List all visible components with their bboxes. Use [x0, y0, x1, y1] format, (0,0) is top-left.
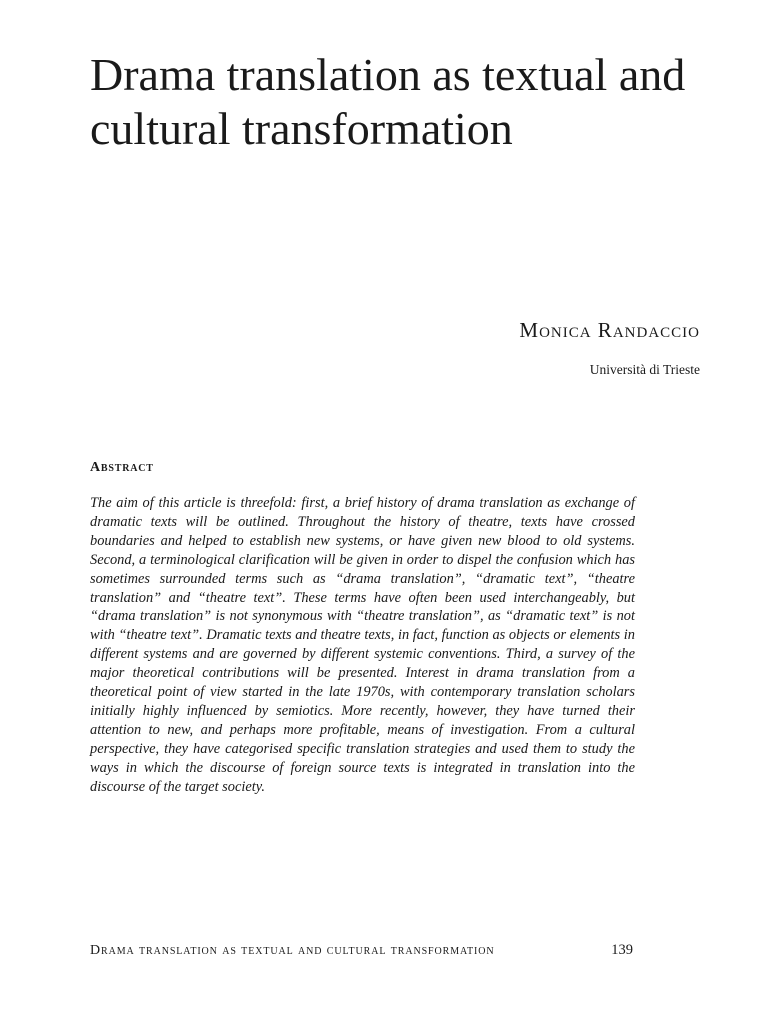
author-affiliation: Università di Trieste — [589, 362, 700, 377]
author-name: Monica Randaccio — [519, 318, 700, 342]
abstract-heading: Abstract — [90, 460, 154, 475]
page-footer — [90, 942, 633, 959]
abstract-text: The aim of this article is threefold: first, a brief history of drama translation as exchange of dramatic texts will be outlined. Throughout the history of theatre, texts have crossed boundaries and helped to establish new systems, or have given new blood to old systems. Second, a terminological clarification will be given in order to dispel the confusion which has sometimes surrounded terms such as “drama translation”, “dramatic text”, “theatre translation” and “theatre text”. These terms have often been used interchangeably, but “drama translation” is not synonymous with “theatre translation”, as “dramatic text” is not with “theatre text”. Dramatic texts and theatre texts, in fact, function as objects or elements in different systems and are governed by different systemic conventions. Third, a survey of the major theoretical contributions will be presented. Interest in drama translation from a theoretical point of view started in the late 1970s, with contemporary translation scholars initially highly influenced by semiotics. More recently, however, they have turned their attention to new, and perhaps more profitable, means of investigation. From a cultural perspective, they have categorised specific translation strategies and used them to study the ways in which the discourse of foreign source texts is integrated in translation into the discourse of the target society. — [90, 495, 635, 795]
article-title: Drama translation as textual and cultural transformation — [90, 49, 686, 154]
running-title: Drama translation as textual and cultural transformation — [90, 943, 495, 958]
page-number: 139 — [611, 942, 633, 958]
